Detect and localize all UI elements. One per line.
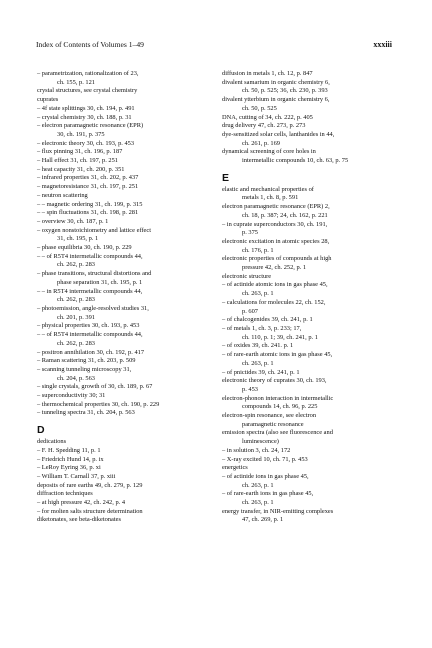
index-entry: [222, 70, 398, 79]
index-entry: [37, 105, 213, 114]
index-entry: [37, 305, 213, 322]
index-entry: [37, 122, 213, 139]
index-entry-continuation: p. 375: [242, 229, 258, 237]
index-entry-text: – – of R5T4 intermetallic compounds 44,: [37, 252, 143, 260]
index-entry-text: – F. H. Spedding 11, p. 1: [37, 446, 101, 454]
index-entry-text: emission spectra (also see fluorescence and: [222, 429, 333, 437]
index-entry-continuation: pressure 42, ch. 252, p. 1: [242, 264, 307, 272]
index-entry-text: – infrared properties 31, ch. 202, p. 437: [37, 174, 139, 182]
index-entry-continuation: 47, ch. 269, p. 1: [242, 516, 284, 524]
index-entry: [37, 392, 213, 401]
index-entry: [222, 429, 398, 446]
index-entry-text: – electronic theory 30, ch. 193, p. 453: [37, 139, 135, 147]
index-entry: [222, 490, 398, 507]
index-entry-text: energetics: [222, 464, 248, 472]
index-entry-text: DNA, cutting of 34, ch. 222, p. 405: [222, 113, 313, 121]
index-entry-text: – of rare-earth atomic ions in gas phase 45,: [222, 351, 333, 359]
index-entry: [37, 456, 213, 465]
index-entry-text: – crystal chemistry 30, ch. 188, p. 31: [37, 113, 132, 121]
index-entry-continuation: ch. 263, p. 1: [242, 481, 274, 489]
index-entry: [222, 377, 398, 394]
index-entry-text: – calculations for molecules 22, ch. 152,: [222, 298, 326, 306]
index-entry-text: – phase equilibria 30, ch. 190, p. 229: [37, 244, 132, 252]
index-entry: [37, 366, 213, 383]
index-entry: [222, 273, 398, 282]
index-entry-continuation: ch. 18, p. 387; 24, ch. 162, p. 221: [242, 211, 328, 219]
index-entry-text: diffusion in metals 1, ch. 12, p. 847: [222, 70, 313, 77]
index-entry: [37, 166, 213, 175]
index-entry-text: – of actinide ions in gas phase 45,: [222, 472, 309, 480]
index-entry-text: – oxygen nonstoichiometry and lattice effect: [37, 226, 151, 234]
index-entry-text: – tunneling spectra 31, ch. 204, p. 563: [37, 409, 135, 417]
index-entry-text: – – spin fluctuations 31, ch. 198, p. 281: [37, 209, 139, 217]
index-entry: [222, 238, 398, 255]
index-entry-text: – of pnictides 39, ch. 241, p. 1: [222, 368, 300, 376]
index-entry: [222, 96, 398, 113]
index-entry: [37, 227, 213, 244]
index-entry: [37, 270, 213, 287]
index-entry-continuation: ch. 204, p. 563: [57, 374, 95, 382]
index-entry: [222, 456, 398, 465]
index-entry: [222, 447, 398, 456]
index-entry: [222, 351, 398, 368]
index-entry-continuation: ch. 263, p. 1: [242, 290, 274, 298]
index-entry: [37, 464, 213, 473]
index-entry-text: – thermochemical properties 30, ch. 190, p. 229: [37, 400, 160, 408]
index-entry-text: – phase transitions, structural distortions and: [37, 270, 152, 278]
index-entry-text: – of chalcogenides 39, ch. 241, p. 1: [222, 316, 313, 324]
index-entry-text: dye-sensitized solar cells, lanthanides in 44,: [222, 130, 335, 138]
index-entry: [37, 87, 213, 96]
index-entry-continuation: 30, ch. 191, p. 375: [57, 130, 105, 138]
index-entry-continuation: phase separation 31, ch. 195, p. 1: [57, 278, 143, 286]
index-entry-text: – physical properties 30, ch. 193, p. 453: [37, 322, 140, 330]
index-entry-text: electron-phonon interaction in intermetallic: [222, 394, 334, 402]
index-entry: [37, 490, 213, 499]
index-entry: [222, 255, 398, 272]
index-entry-text: – of rare-earth ions in gas phase 45,: [222, 490, 314, 498]
index-entry-text: – Hall effect 31, ch. 197, p. 251: [37, 157, 118, 165]
index-entry: [222, 342, 398, 351]
index-entry: [37, 331, 213, 348]
index-entry-text: – magnetoresistance 31, ch. 197, p. 251: [37, 183, 139, 191]
index-entry-text: diketonates, see beta-diketonates: [37, 516, 121, 524]
index-entry: [222, 508, 398, 525]
index-entry: [222, 473, 398, 490]
index-entry: [222, 131, 398, 148]
index-entry-text: – in solution 3, ch. 24, 172: [222, 446, 291, 454]
index-column-right: [222, 70, 398, 525]
index-entry: [222, 369, 398, 378]
index-entry-text: divalent samarium in organic chemistry 6,: [222, 78, 330, 86]
index-entry-text: – overview 30, ch. 187, p. 1: [37, 217, 109, 225]
index-entry-text: dedications: [37, 438, 67, 446]
index-entry: [37, 482, 213, 491]
index-entry-continuation: ch. 262, p. 283: [57, 339, 95, 347]
index-entry-text: – – in R5T4 intermetallic compounds 44,: [37, 287, 143, 295]
index-entry-text: – LeRoy Eyring 36, p. xi: [37, 464, 101, 472]
index-entry-text: – William T. Carnall 37, p. xiii: [37, 472, 116, 480]
index-entry-continuation: ch. 263, p. 1: [242, 359, 274, 367]
index-entry-text: – neutron scattering: [37, 191, 88, 199]
index-entry: [222, 122, 398, 131]
index-entry-text: electronic properties of compounds at high: [222, 255, 332, 263]
index-entry-continuation: ch. 262, p. 283: [57, 296, 95, 304]
index-entry-continuation: paramagnetic resonance: [242, 420, 304, 428]
index-entry: [37, 244, 213, 253]
index-entry-text: – of metals 1, ch. 3, p. 233; 17,: [222, 324, 302, 332]
index-entry-continuation: intermetallic compounds 10, ch. 63, p. 75: [242, 157, 349, 165]
index-entry: [37, 253, 213, 270]
index-entry-text: energy transfer, in NIR-emitting complexes: [222, 507, 334, 515]
index-entry: [37, 516, 213, 525]
index-entry-text: electronic theory of cuprates 30, ch. 193,: [222, 377, 327, 385]
index-entry-text: diffraction techniques: [37, 490, 93, 498]
index-entry-text: – for molten salts structure determination: [37, 507, 143, 515]
index-entry-text: elastic and mechanical properties of: [222, 185, 314, 193]
index-entry-text: deposits of rare earths 49, ch. 279, p. 129: [37, 481, 143, 489]
index-entry-continuation: luminescence): [242, 438, 279, 446]
index-entry-text: – single crystals, growth of 30, ch. 189, p. 67: [37, 383, 153, 391]
index-entry: [37, 192, 213, 201]
index-entry: [37, 508, 213, 517]
index-entry-continuation: ch. 50, p. 525: [242, 104, 277, 112]
index-entry: [37, 447, 213, 456]
index-entry-text: divalent ytterbium in organic chemistry 6,: [222, 96, 330, 104]
index-entry-continuation: metals 1, ch. 8, p. 591: [242, 194, 299, 202]
index-entry: [222, 148, 398, 165]
index-entry: [222, 186, 398, 203]
section-letter: E: [222, 171, 230, 184]
index-entry: [37, 473, 213, 482]
index-entry-text: – superconductivity 30; 31: [37, 392, 106, 400]
running-title: Index of Contents of Volumes 1–49: [36, 40, 144, 49]
index-entry-text: electronic excitation in atomic species 28,: [222, 237, 330, 245]
page-number: xxxiii: [373, 40, 392, 49]
index-entry: [37, 114, 213, 123]
index-entry-continuation: ch. 201, p. 391: [57, 313, 95, 321]
index-entry-text: – flux pinning 31, ch. 196, p. 187: [37, 148, 123, 156]
index-entry-text: cuprates: [37, 96, 59, 104]
index-entry-continuation: ch. 155, p. 121: [57, 78, 95, 86]
index-entry-continuation: ch. 262, p. 283: [57, 261, 95, 269]
index-entry: [37, 438, 213, 447]
index-entry-text: – – magnetic ordering 31, ch. 199, p. 315: [37, 200, 143, 208]
index-entry: [222, 221, 398, 238]
index-entry-text: – Friedrich Hund 14, p. ix: [37, 455, 104, 463]
index-entry-text: electron-spin resonance, see electron: [222, 412, 317, 420]
index-entry-text: – 4f state splittings 30, ch. 194, p. 491: [37, 104, 135, 112]
index-entry: [37, 383, 213, 392]
index-entry: [37, 357, 213, 366]
index-entry-text: – photoemission, angle-resolved studies 31,: [37, 304, 149, 312]
index-entry: [37, 218, 213, 227]
index-entry: [222, 412, 398, 429]
index-entry-continuation: ch. 110, p. 1; 39, ch. 241, p. 1: [242, 333, 318, 341]
index-entry-continuation: ch. 176, p. 1: [242, 246, 274, 254]
index-entry-continuation: p. 453: [242, 385, 258, 393]
index-entry: [37, 322, 213, 331]
index-entry: [222, 395, 398, 412]
index-entry-text: – of actinide atomic ions in gas phase 45,: [222, 281, 328, 289]
index-entry-continuation: ch. 50, p. 525; 36, ch. 230, p. 393: [242, 87, 328, 95]
index-entry-text: dynamical screening of core holes in: [222, 148, 316, 156]
index-entry-text: – Raman scattering 31, ch. 203, p. 509: [37, 357, 136, 365]
index-entry: [37, 349, 213, 358]
index-entry-text: drug delivery 47, ch. 273, p. 273: [222, 122, 306, 130]
index-entry-text: – of oxides 39, ch. 241. p. 1: [222, 342, 294, 350]
index-entry: [222, 114, 398, 123]
index-entry-continuation: ch. 261, p. 169: [242, 139, 280, 147]
index-entry-text: electron paramagnetic resonance (EPR) 2,: [222, 203, 330, 211]
index-entry-text: – – of R5T4 intermetallic compounds 44,: [37, 331, 143, 339]
index-entry-text: – at high pressure 42, ch. 242, p. 4: [37, 499, 126, 507]
index-entry-text: – in cuprate superconductors 30, ch. 191,: [222, 220, 328, 228]
index-entry: [37, 70, 213, 87]
index-entry-text: – X-ray excited 10, ch. 71, p. 453: [222, 455, 308, 463]
index-entry: [222, 316, 398, 325]
index-entry: [37, 96, 213, 105]
index-entry: [37, 209, 213, 218]
index-entry-text: – scanning tunneling microscopy 31,: [37, 365, 132, 373]
index-entry-continuation: p. 607: [242, 307, 258, 315]
index-entry-text: crystal structures, see crystal chemistry: [37, 87, 138, 95]
index-entry: [37, 201, 213, 210]
index-entry: [37, 409, 213, 418]
index-entry: [37, 288, 213, 305]
index-entry: [37, 183, 213, 192]
index-entry-continuation: compounds 14, ch. 96, p. 225: [242, 403, 318, 411]
index-entry: [222, 281, 398, 298]
index-entry-text: – heat capacity 31, ch. 200, p. 351: [37, 165, 125, 173]
index-entry: [37, 174, 213, 183]
index-entry: [222, 325, 398, 342]
section-letter: D: [37, 424, 45, 437]
index-entry-text: – parametrization, rationalization of 23,: [37, 70, 139, 77]
index-entry: [222, 203, 398, 220]
index-entry: [37, 157, 213, 166]
index-entry-text: – electron paramagnetic resonance (EPR): [37, 122, 144, 130]
index-entry: [222, 79, 398, 96]
index-entry: [37, 499, 213, 508]
index-entry: [222, 299, 398, 316]
index-entry: [37, 140, 213, 149]
index-entry-text: – positron annihilation 30, ch. 192, p. 417: [37, 348, 145, 356]
index-entry: [37, 401, 213, 410]
index-entry-continuation: ch. 263, p. 1: [242, 499, 274, 507]
index-column-left: [37, 70, 213, 525]
running-header: [36, 40, 392, 49]
index-entry-continuation: 31, ch. 195, p. 1: [57, 235, 99, 243]
index-entry-text: electronic structure: [222, 272, 272, 280]
index-entry: [37, 148, 213, 157]
index-entry: [222, 464, 398, 473]
